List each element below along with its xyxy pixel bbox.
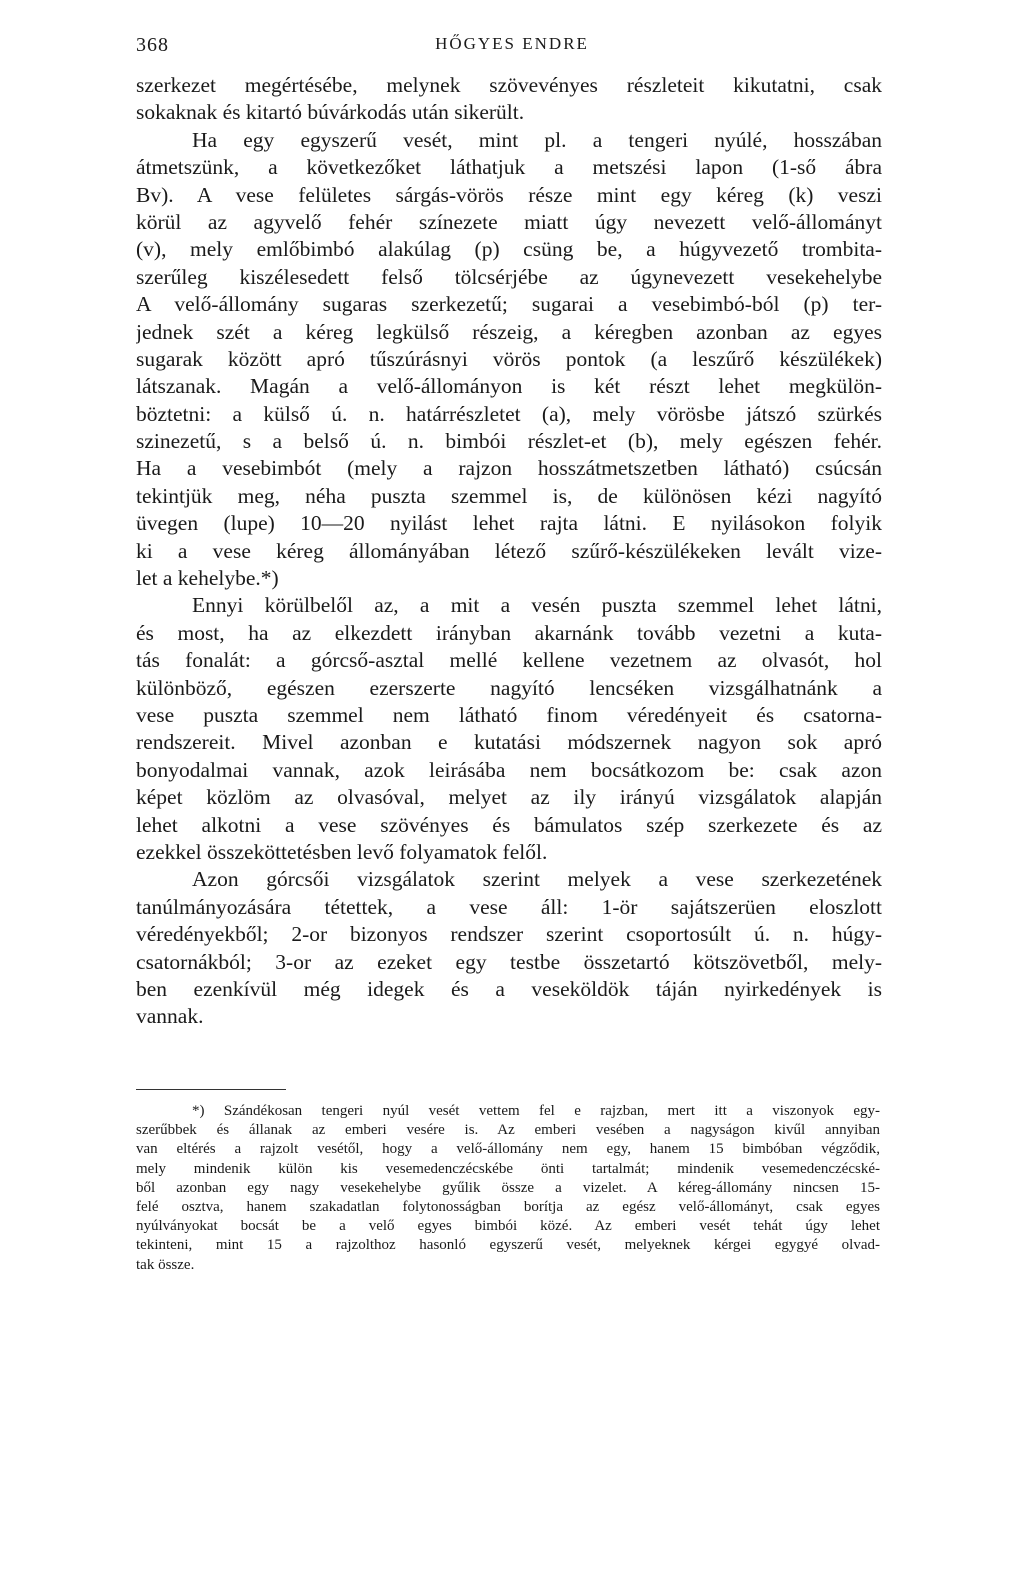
text-line: Ha egy egyszerű vesét, mint pl. a tengeri nyúlé, hosszában [192,127,882,152]
footnote-line: nyúlványokat bocsát be a velő egyes bimbói közé. Az emberi vesét tehát úgy lehet [136,1218,880,1235]
text-line: Azon górcsői vizsgálatok szerint melyek a vese szerkezetének [192,867,882,892]
text-line: körül az agyvelő fehér színezete miatt úgy nevezett velő-állományt [136,209,882,234]
text-line: A velő-állomány sugaras szerkezetű; sugarai a vesebimbó-ból (p) ter- [136,292,882,317]
text-line: vannak. [136,1004,204,1029]
text-line: lehet alkotni a vese szövényes és bámulatos szép szerkezete és az [136,812,882,837]
footnote-line: van eltérés a rajzolt vesétől, hogy a velő-állomány nem egy, hanem 15 bimbóban végződik, [136,1141,880,1158]
body-text [136,72,882,1031]
footnote-divider [136,1089,286,1090]
text-line: látszanak. Magán a velő-állományon is két részt lehet megkülön- [136,374,882,399]
running-head: HŐGYES ENDRE [435,34,589,53]
text-line: ezekkel összeköttetésben levő folyamatok felől. [136,839,548,864]
text-line: átmetszünk, a következőket láthatjuk a metszési lapon (1-ső ábra [136,155,882,180]
text-line: csatornákból; 3-or az ezeket egy testbe összetartó kötszövetből, mely- [136,949,882,974]
text-line: ben ezenkívül még idegek és a veseköldök táján nyirkedények is [136,976,882,1001]
footnote-line: tekinteni, mint 15 a rajzolthoz hasonló egyszerű vesét, melyeknek kérgei egygyé olvad- [136,1237,880,1254]
footnote-line: tak össze. [136,1256,195,1273]
text-line: szinezetű, s a belső ú. n. bimbói részlet-et (b), mely egészen fehér. [136,429,882,454]
text-line: véredényekből; 2-or bizonyos rendszer szerint csoportosúlt ú. n. húgy- [136,922,882,947]
footnote [136,1102,880,1275]
text-line: böztetni: a külső ú. n. határrészletet (a), mely vörösbe játszó szürkés [136,401,882,426]
text-line: (v), mely emlőbimbó alakúlag (p) csüng be, a húgyvezető trombita- [136,237,882,262]
page-number: 368 [136,34,169,56]
text-line: Ennyi körülbelől az, a mit a vesén puszta szemmel lehet látni, [192,593,882,618]
text-line: tekintjük meg, néha puszta szemmel is, de különösen kézi nagyító [136,483,882,508]
footnote-line: ből azonban egy nagy vesekehelybe gyűlik össze a vizelet. A kéreg-állomány nincsen 15- [136,1179,880,1196]
footnote-line: *) Szándékosan tengeri nyúl vesét vettem fel e rajzban, mert itt a viszonyok egy- [192,1103,880,1119]
footnote-line: szerűbbek és állanak az emberi vesére is. Az emberi vesében a nagyságon kivűl annyiban [136,1122,880,1139]
text-line: ki a vese kéreg állományában létező szűrő-készülékeken levált vize- [136,538,882,563]
text-line: üvegen (lupe) 10—20 nyilást lehet rajta látni. E nyilásokon folyik [136,511,882,536]
text-line: let a kehelybe.*) [136,566,279,591]
text-line: vese puszta szemmel nem látható finom véredényeit és csatorna- [136,702,882,727]
text-line: képet közlöm az olvasóval, melyet az ily irányú vizsgálatok alapján [136,785,882,810]
text-line: szerkezet megértésébe, melynek szövevényes részleteit kikutatni, csak [136,73,882,97]
text-line: sokaknak és kitartó búvárkodás után sikerült. [136,100,525,125]
text-line: Ha a vesebimbót (mely a rajzon hosszátmetszetben látható) csúcsán [136,456,882,481]
text-line: Bv). A vese felületes sárgás-vörös része mint egy kéreg (k) veszi [136,182,882,207]
text-line: tás fonalát: a górcső-asztal mellé kellene vezetnem az olvasót, hol [136,648,882,673]
footnote-line: felé osztva, hanem szakadatlan folytonosságban borítja az egész velő-állományt, csak egyes [136,1198,880,1215]
text-line: tanúlmányozására tétettek, a vese áll: 1-ör sajátszerüen eloszlott [136,894,882,919]
text-line: bonyodalmai vannak, azok leirásába nem bocsátkozom be: csak azon [136,757,882,782]
footnote-line: mely mindenik külön kis vesemedenczécskébe önti tartalmát; mindenik vesemedenczécské- [136,1160,880,1177]
text-line: jednek szét a kéreg legkülső részeig, a kéregben azonban az egyes [136,319,882,344]
text-line: sugarak között apró tűszúrásnyi vörös pontok (a leszűrő készülékek) [136,346,882,371]
text-line: rendszereit. Mivel azonban e kutatási módszernek nagyon sok apró [136,730,882,755]
text-line: és most, ha az elkezdett irányban akarnánk tovább vezetni a kuta- [136,620,882,645]
text-line: különböző, egészen ezerszerte nagyító lencséken vizsgálhatnánk a [136,675,882,700]
text-line: szerűleg kiszélesedett felső tölcsérjébe az úgynevezett vesekehelybe [136,264,882,289]
